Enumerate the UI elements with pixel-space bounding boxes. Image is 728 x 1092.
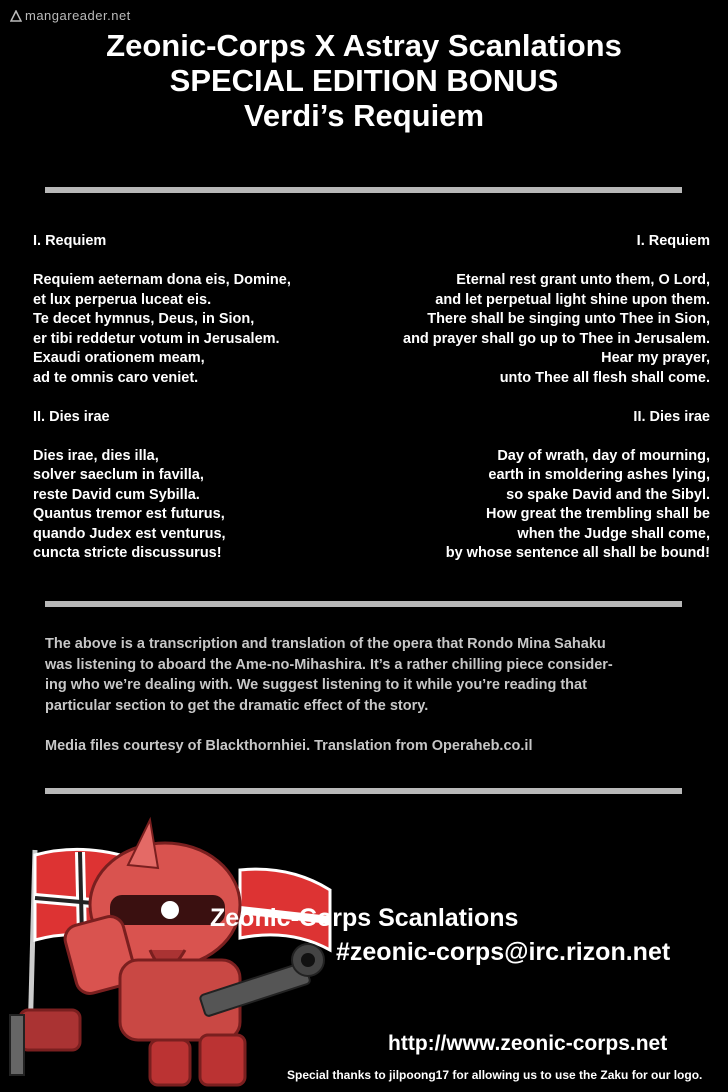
divider-top [45,187,682,193]
latin-line: Te decet hymnus, Deus, in Sion, [33,311,255,327]
zaku-mascot-illustration [0,810,340,1092]
page-header [0,28,728,133]
note-line: was listening to aboard the Ame-no-Mihashira. It’s a rather chilling piece consider- [45,656,613,673]
credits-line: Media files courtesy of Blackthornhiei. Translation from Operaheb.co.il [45,738,533,754]
latin-line: cuncta stricte discussurus! [33,545,222,561]
latin-line: reste David cum Sybilla. [33,486,200,503]
english-line: and prayer shall go up to Thee in Jerusalem. [403,330,710,347]
latin-line: Quantus tremor est futurus, [33,506,225,522]
english-line: when the Judge shall come, [517,525,710,542]
english-line: Eternal rest grant unto them, O Lord, [456,272,710,288]
irc-channel: #zeonic-corps@irc.rizon.net [336,938,671,966]
latin-section-heading-2: II. Dies irae [33,408,110,425]
divider-bottom [45,788,682,794]
english-line: and let perpetual light shine upon them. [435,291,710,308]
english-line: Day of wrath, day of mourning, [497,447,710,464]
latin-section-heading-1: I. Requiem [33,233,107,249]
english-text-column [350,232,710,564]
latin-line: et lux perperua luceat eis. [33,291,212,308]
mangareader-logo-icon [10,10,22,22]
group-name: Zeonic-Corps Scanlations [210,904,519,932]
divider-middle [45,601,682,607]
latin-text-column [33,232,363,564]
english-section-heading-2: II. Dies irae [633,408,710,425]
note-line: particular section to get the dramatic effect of the story. [45,697,429,714]
english-line: There shall be singing unto Thee in Sion, [427,311,710,327]
english-section-heading-1: I. Requiem [636,233,710,249]
header-title: Zeonic-Corps X Astray Scanlations [106,28,622,63]
watermark [10,8,131,23]
english-line: Hear my prayer, [601,350,710,366]
website-link: http://www.zeonic-corps.net [388,1032,668,1055]
special-thanks: Special thanks to jilpoong17 for allowing us to use the Zaku for our logo. [287,1068,703,1082]
latin-line: ad te omnis caro veniet. [33,369,199,386]
translator-note [45,634,685,757]
english-line: so spake David and the Sibyl. [506,486,710,503]
latin-line: er tibi reddetur votum in Jerusalem. [33,330,280,347]
english-line: by whose sentence all shall be bound! [445,545,710,561]
latin-line: Dies irae, dies illa, [33,447,159,464]
english-line: earth in smoldering ashes lying, [488,467,710,483]
note-line: The above is a transcription and translation of the opera that Rondo Mina Sahaku [45,636,606,652]
english-line: How great the trembling shall be [486,506,710,522]
latin-line: quando Judex est venturus, [33,525,226,542]
latin-line: solver saeclum in favilla, [33,467,204,483]
watermark-text: mangareader.net [25,8,131,23]
note-line: ing who we’re dealing with. We suggest listening to it while you’re reading that [45,677,587,693]
header-subtitle: SPECIAL EDITION BONUS [169,63,559,98]
header-piece-title: Verdi’s Requiem [243,98,485,133]
latin-line: Exaudi orationem meam, [33,350,205,366]
latin-line: Requiem aeternam dona eis, Domine, [33,272,291,288]
english-line: unto Thee all flesh shall come. [499,369,710,386]
